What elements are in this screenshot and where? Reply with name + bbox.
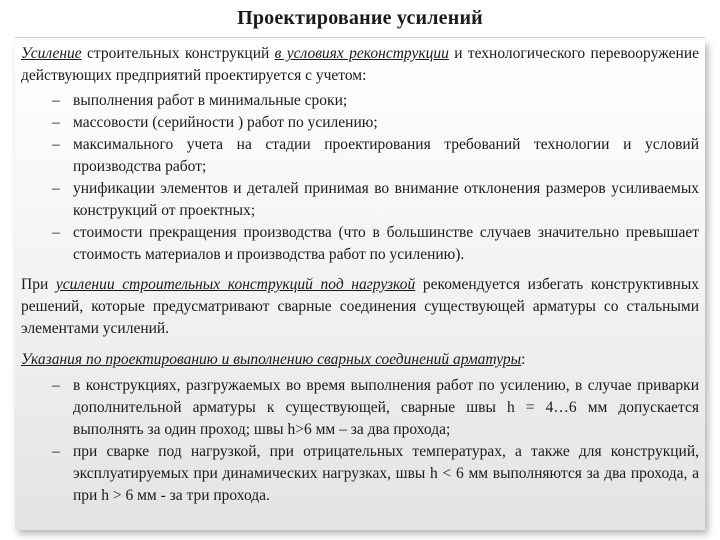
list-item-text: унификации элементов и деталей принимая во внимание отклонения размеров усиливаемых конструкций от проектных;	[73, 180, 699, 219]
content-box	[15, 40, 705, 530]
dash-bullet: –	[52, 377, 60, 394]
list-item-text: в конструкциях, разгружаемых во время выполнения работ по усилению, в случае приварки дополнительной арматуры к существующей, сварные швы h = 4…6 мм допускается выполнять за один проход; швы h>6 мм – за два прохода;	[73, 377, 699, 438]
list-item-text: выполнения работ в минимальные сроки;	[73, 92, 348, 109]
considerations-list	[21, 90, 699, 266]
list-item	[21, 222, 699, 266]
load-term: усилении строительных конструкций под нагрузкой	[55, 276, 416, 293]
list-item	[21, 112, 699, 134]
intro-paragraph	[21, 43, 699, 87]
list-item	[21, 441, 699, 507]
intro-text-1: строительных конструкций	[81, 45, 275, 62]
load-text-1: При	[21, 276, 56, 293]
intro-term-reconstruction: в условиях реконструкции	[274, 45, 449, 62]
intro-term-strengthening: Усиление	[21, 45, 82, 62]
list-item-text: массовости (серийности ) работ по усилению;	[73, 114, 378, 131]
dash-bullet: –	[52, 92, 60, 109]
title-divider	[15, 37, 705, 38]
list-item	[21, 178, 699, 222]
page-title: Проектирование усилений	[237, 7, 483, 29]
load-text-2: рекомендуется избегать конструктивных решений, которые предусматривают сварные соединения существующей арматуры со стальными элементами усилений.	[21, 276, 699, 337]
welding-heading-colon: :	[521, 351, 526, 368]
list-item-text: при сварке под нагрузкой, при отрицательных температурах, а также для конструкций, эксплуатируемых при динамических нагрузках, швы h < 6 мм выполняются за два прохода, а при h > 6 мм - за три прохода.	[73, 443, 699, 504]
list-item-text: максимального учета на стадии проектирования требований технологии и условий производства работ;	[73, 136, 699, 175]
dash-bullet: –	[52, 224, 60, 241]
dash-bullet: –	[52, 136, 60, 153]
list-item	[21, 134, 699, 178]
intro-text-2: и технологического перевооружение действующих предприятий проектируется с учетом:	[21, 45, 699, 84]
welding-heading	[21, 349, 699, 371]
dash-bullet: –	[52, 114, 60, 131]
dash-bullet: –	[52, 443, 60, 460]
list-item-text: стоимости прекращения производства (что в большинстве случаев значительно превышает стоимость материалов и производства работ по усилению).	[73, 224, 699, 263]
dash-bullet: –	[52, 180, 60, 197]
welding-list	[21, 375, 699, 507]
welding-heading-text: Указания по проектированию и выполнению сварных соединений арматуры	[21, 351, 522, 368]
list-item	[21, 90, 699, 112]
list-item	[21, 375, 699, 441]
load-paragraph	[21, 274, 699, 340]
